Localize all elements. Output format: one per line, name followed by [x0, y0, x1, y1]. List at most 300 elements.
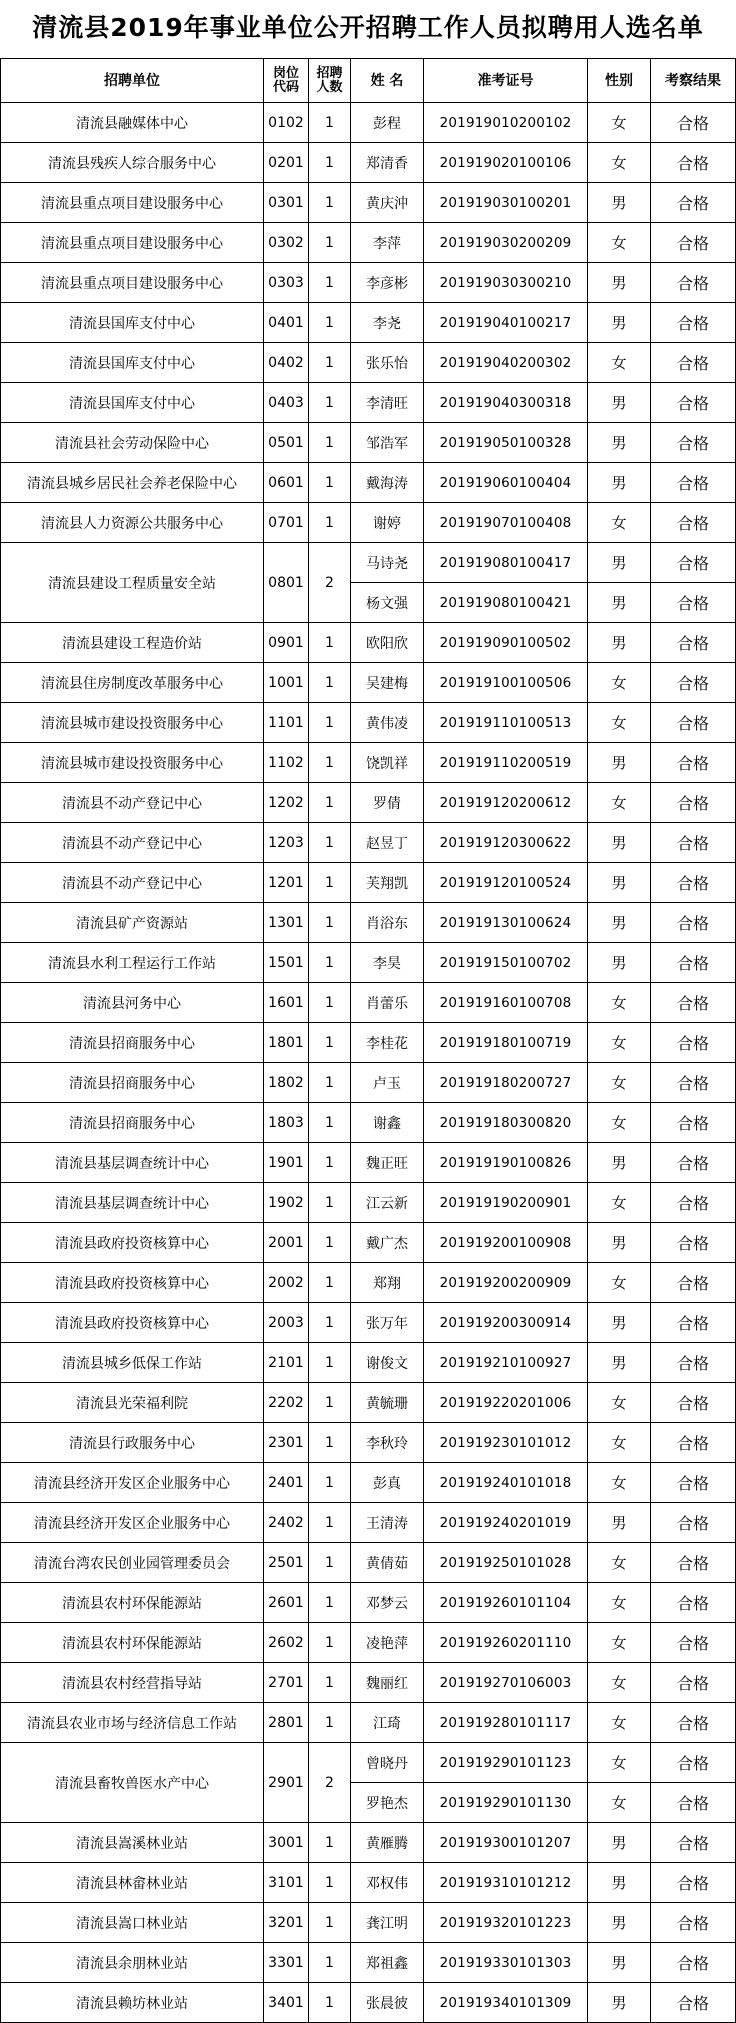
hire-count-cell: 1: [309, 1703, 351, 1743]
header-result: 考察结果: [651, 59, 736, 103]
candidate-name-cell: 郑清香: [351, 143, 424, 183]
unit-cell: 清流县国库支付中心: [1, 383, 264, 423]
unit-cell: 清流县不动产登记中心: [1, 823, 264, 863]
table-row: [1, 743, 736, 783]
sex-cell: 男: [588, 543, 651, 583]
table-row: [1, 183, 736, 223]
position-code-cell: 1901: [264, 1143, 309, 1183]
exam-number-cell: 201919180100719: [424, 1023, 588, 1063]
position-code-cell: 3401: [264, 1983, 309, 2023]
sex-cell: 女: [588, 1583, 651, 1623]
sex-cell: 女: [588, 1423, 651, 1463]
hire-count-cell: 1: [309, 623, 351, 663]
table-row: [1, 1983, 736, 2023]
result-cell: 合格: [651, 103, 736, 143]
table-row: [1, 423, 736, 463]
header-count-line2: 人数: [316, 79, 343, 95]
table-row: [1, 623, 736, 663]
table-row: [1, 343, 736, 383]
table-row: [1, 463, 736, 503]
position-code-cell: 1301: [264, 903, 309, 943]
candidate-name-cell: 魏丽红: [351, 1663, 424, 1703]
unit-cell: 清流县政府投资核算中心: [1, 1263, 264, 1303]
hire-count-cell: 1: [309, 1103, 351, 1143]
exam-number-cell: 201919040300318: [424, 383, 588, 423]
result-cell: 合格: [651, 1503, 736, 1543]
hire-count-cell: 1: [309, 1863, 351, 1903]
unit-cell: 清流县融媒体中心: [1, 103, 264, 143]
hire-count-cell: 1: [309, 223, 351, 263]
unit-cell: 清流县国库支付中心: [1, 303, 264, 343]
unit-cell: 清流县招商服务中心: [1, 1023, 264, 1063]
result-cell: 合格: [651, 263, 736, 303]
sex-cell: 女: [588, 1783, 651, 1823]
position-code-cell: 1501: [264, 943, 309, 983]
position-code-cell: 2402: [264, 1503, 309, 1543]
exam-number-cell: 201919020100106: [424, 143, 588, 183]
unit-cell: 清流县赖坊林业站: [1, 1983, 264, 2023]
exam-number-cell: 201919250101028: [424, 1543, 588, 1583]
candidate-name-cell: 黄倩茹: [351, 1543, 424, 1583]
candidate-name-cell: 魏正旺: [351, 1143, 424, 1183]
candidate-table: [0, 58, 736, 2023]
sex-cell: 女: [588, 1183, 651, 1223]
unit-cell: 清流县农村环保能源站: [1, 1623, 264, 1663]
result-cell: 合格: [651, 1383, 736, 1423]
table-row: [1, 1343, 736, 1383]
position-code-cell: 0102: [264, 103, 309, 143]
sex-cell: 男: [588, 423, 651, 463]
exam-number-cell: 201919150100702: [424, 943, 588, 983]
unit-cell: 清流县建设工程造价站: [1, 623, 264, 663]
table-row: [1, 1143, 736, 1183]
exam-number-cell: 201919310101212: [424, 1863, 588, 1903]
position-code-cell: 1203: [264, 823, 309, 863]
exam-number-cell: 201919050100328: [424, 423, 588, 463]
hire-count-cell: 1: [309, 863, 351, 903]
sex-cell: 女: [588, 1463, 651, 1503]
unit-cell: 清流县重点项目建设服务中心: [1, 183, 264, 223]
unit-cell: 清流县农村环保能源站: [1, 1583, 264, 1623]
hire-count-cell: 1: [309, 1023, 351, 1063]
position-code-cell: 1202: [264, 783, 309, 823]
header-sex: 性别: [588, 59, 651, 103]
position-code-cell: 0901: [264, 623, 309, 663]
hire-count-cell: 1: [309, 383, 351, 423]
table-row: [1, 383, 736, 423]
result-cell: 合格: [651, 543, 736, 583]
sex-cell: 男: [588, 383, 651, 423]
sex-cell: 男: [588, 1223, 651, 1263]
candidate-name-cell: 肖浴东: [351, 903, 424, 943]
sex-cell: 男: [588, 623, 651, 663]
result-cell: 合格: [651, 583, 736, 623]
exam-number-cell: 201919030300210: [424, 263, 588, 303]
unit-cell: 清流县不动产登记中心: [1, 783, 264, 823]
position-code-cell: 1001: [264, 663, 309, 703]
table-row: [1, 1543, 736, 1583]
candidate-name-cell: 李尧: [351, 303, 424, 343]
table-row: [1, 1383, 736, 1423]
table-row: [1, 703, 736, 743]
table-row: [1, 1423, 736, 1463]
hire-count-cell: 1: [309, 983, 351, 1023]
candidate-name-cell: 谢俊文: [351, 1343, 424, 1383]
hire-count-cell: 1: [309, 143, 351, 183]
table-row: [1, 223, 736, 263]
candidate-name-cell: 曾晓丹: [351, 1743, 424, 1783]
table-row: [1, 1023, 736, 1063]
candidate-name-cell: 马诗尧: [351, 543, 424, 583]
table-row: [1, 1823, 736, 1863]
result-cell: 合格: [651, 1903, 736, 1943]
exam-number-cell: 201919200300914: [424, 1303, 588, 1343]
unit-cell: 清流县重点项目建设服务中心: [1, 223, 264, 263]
result-cell: 合格: [651, 983, 736, 1023]
hire-count-cell: 1: [309, 703, 351, 743]
result-cell: 合格: [651, 1543, 736, 1583]
result-cell: 合格: [651, 1023, 736, 1063]
unit-cell: 清流县政府投资核算中心: [1, 1303, 264, 1343]
exam-number-cell: 201919120200612: [424, 783, 588, 823]
exam-number-cell: 201919330101303: [424, 1943, 588, 1983]
position-code-cell: 1801: [264, 1023, 309, 1063]
exam-number-cell: 201919100100506: [424, 663, 588, 703]
exam-number-cell: 201919120100524: [424, 863, 588, 903]
hire-count-cell: 1: [309, 943, 351, 983]
result-cell: 合格: [651, 423, 736, 463]
header-exam-number: 准考证号: [424, 59, 588, 103]
sex-cell: 男: [588, 863, 651, 903]
unit-cell: 清流县人力资源公共服务中心: [1, 503, 264, 543]
hire-count-cell: 1: [309, 1063, 351, 1103]
sex-cell: 女: [588, 703, 651, 743]
hire-count-cell: 1: [309, 1983, 351, 2023]
result-cell: 合格: [651, 1943, 736, 1983]
candidate-name-cell: 李清旺: [351, 383, 424, 423]
candidate-name-cell: 戴广杰: [351, 1223, 424, 1263]
position-code-cell: 2301: [264, 1423, 309, 1463]
position-code-cell: 0601: [264, 463, 309, 503]
sex-cell: 男: [588, 1903, 651, 1943]
result-cell: 合格: [651, 1663, 736, 1703]
table-row: [1, 1463, 736, 1503]
position-code-cell: 0201: [264, 143, 309, 183]
candidate-name-cell: 戴海涛: [351, 463, 424, 503]
sex-cell: 女: [588, 1663, 651, 1703]
position-code-cell: 0302: [264, 223, 309, 263]
unit-cell: 清流县残疾人综合服务中心: [1, 143, 264, 183]
result-cell: 合格: [651, 1143, 736, 1183]
table-row: [1, 303, 736, 343]
result-cell: 合格: [651, 1783, 736, 1823]
unit-cell: 清流县经济开发区企业服务中心: [1, 1503, 264, 1543]
exam-number-cell: 201919080100417: [424, 543, 588, 583]
exam-number-cell: 201919090100502: [424, 623, 588, 663]
sex-cell: 女: [588, 1023, 651, 1063]
exam-number-cell: 201919260201110: [424, 1623, 588, 1663]
table-row: [1, 943, 736, 983]
sex-cell: 女: [588, 1063, 651, 1103]
unit-cell: 清流县基层调查统计中心: [1, 1143, 264, 1183]
hire-count-cell: 1: [309, 1263, 351, 1303]
position-code-cell: 2701: [264, 1663, 309, 1703]
sex-cell: 男: [588, 183, 651, 223]
result-cell: 合格: [651, 783, 736, 823]
result-cell: 合格: [651, 1063, 736, 1103]
exam-number-cell: 201919300101207: [424, 1823, 588, 1863]
exam-number-cell: 201919040200302: [424, 343, 588, 383]
sex-cell: 男: [588, 1823, 651, 1863]
result-cell: 合格: [651, 143, 736, 183]
result-cell: 合格: [651, 503, 736, 543]
candidate-name-cell: 龚江明: [351, 1903, 424, 1943]
position-code-cell: 1101: [264, 703, 309, 743]
position-code-cell: 0301: [264, 183, 309, 223]
candidate-name-cell: 罗艳杰: [351, 1783, 424, 1823]
candidate-name-cell: 杨文强: [351, 583, 424, 623]
sex-cell: 男: [588, 303, 651, 343]
result-cell: 合格: [651, 1863, 736, 1903]
hire-count-cell: 2: [309, 543, 351, 623]
position-code-cell: 0801: [264, 543, 309, 623]
unit-cell: 清流县住房制度改革服务中心: [1, 663, 264, 703]
unit-cell: 清流县嵩口林业站: [1, 1903, 264, 1943]
exam-number-cell: 201919230101012: [424, 1423, 588, 1463]
candidate-name-cell: 黄毓珊: [351, 1383, 424, 1423]
sex-cell: 男: [588, 903, 651, 943]
position-code-cell: 2003: [264, 1303, 309, 1343]
candidate-name-cell: 黄庆沖: [351, 183, 424, 223]
sex-cell: 男: [588, 1303, 651, 1343]
sex-cell: 女: [588, 1543, 651, 1583]
result-cell: 合格: [651, 823, 736, 863]
result-cell: 合格: [651, 623, 736, 663]
hire-count-cell: 1: [309, 783, 351, 823]
candidate-name-cell: 罗倩: [351, 783, 424, 823]
result-cell: 合格: [651, 1743, 736, 1783]
result-cell: 合格: [651, 303, 736, 343]
table-row: [1, 1703, 736, 1743]
sex-cell: 男: [588, 1503, 651, 1543]
exam-number-cell: 201919110200519: [424, 743, 588, 783]
candidate-name-cell: 吴建梅: [351, 663, 424, 703]
table-row: [1, 1583, 736, 1623]
candidate-name-cell: 江云新: [351, 1183, 424, 1223]
table-header-row: [1, 59, 736, 103]
unit-cell: 清流县矿产资源站: [1, 903, 264, 943]
result-cell: 合格: [651, 1303, 736, 1343]
table-row: [1, 823, 736, 863]
candidate-name-cell: 彭程: [351, 103, 424, 143]
result-cell: 合格: [651, 1423, 736, 1463]
position-code-cell: 1601: [264, 983, 309, 1023]
result-cell: 合格: [651, 383, 736, 423]
hire-count-cell: 1: [309, 1903, 351, 1943]
candidate-name-cell: 李彦彬: [351, 263, 424, 303]
table-row: [1, 1663, 736, 1703]
position-code-cell: 3201: [264, 1903, 309, 1943]
candidate-name-cell: 王清涛: [351, 1503, 424, 1543]
result-cell: 合格: [651, 1463, 736, 1503]
exam-number-cell: 201919030100201: [424, 183, 588, 223]
candidate-name-cell: 黄雁腾: [351, 1823, 424, 1863]
hire-count-cell: 1: [309, 103, 351, 143]
exam-number-cell: 201919180300820: [424, 1103, 588, 1143]
hire-count-cell: 1: [309, 503, 351, 543]
unit-cell: 清流县不动产登记中心: [1, 863, 264, 903]
exam-number-cell: 201919120300622: [424, 823, 588, 863]
table-row: [1, 263, 736, 303]
exam-number-cell: 201919010200102: [424, 103, 588, 143]
exam-number-cell: 201919290101123: [424, 1743, 588, 1783]
header-name: 姓 名: [351, 59, 424, 103]
unit-cell: 清流县嵩溪林业站: [1, 1823, 264, 1863]
candidate-name-cell: 欧阳欣: [351, 623, 424, 663]
table-row: [1, 1943, 736, 1983]
sex-cell: 男: [588, 263, 651, 303]
unit-cell: 清流县城乡低保工作站: [1, 1343, 264, 1383]
hire-count-cell: 1: [309, 1343, 351, 1383]
header-code-line2: 代码: [272, 79, 299, 95]
candidate-name-cell: 张乐怡: [351, 343, 424, 383]
hire-count-cell: 1: [309, 1463, 351, 1503]
table-row: [1, 783, 736, 823]
result-cell: 合格: [651, 1623, 736, 1663]
sex-cell: 男: [588, 463, 651, 503]
table-row: [1, 503, 736, 543]
exam-number-cell: 201919190200901: [424, 1183, 588, 1223]
unit-cell: 清流县光荣福利院: [1, 1383, 264, 1423]
candidate-name-cell: 李萍: [351, 223, 424, 263]
position-code-cell: 1102: [264, 743, 309, 783]
page-title: 清流县2019年事业单位公开招聘工作人员拟聘用人选名单: [32, 13, 704, 42]
hire-count-cell: 2: [309, 1743, 351, 1823]
result-cell: 合格: [651, 863, 736, 903]
exam-number-cell: 201919070100408: [424, 503, 588, 543]
unit-cell: 清流县城市建设投资服务中心: [1, 703, 264, 743]
sex-cell: 女: [588, 143, 651, 183]
result-cell: 合格: [651, 1583, 736, 1623]
position-code-cell: 2801: [264, 1703, 309, 1743]
position-code-cell: 0402: [264, 343, 309, 383]
hire-count-cell: 1: [309, 903, 351, 943]
hire-count-cell: 1: [309, 1383, 351, 1423]
exam-number-cell: 201919190100826: [424, 1143, 588, 1183]
sex-cell: 女: [588, 1103, 651, 1143]
candidate-name-cell: 郑翔: [351, 1263, 424, 1303]
candidate-name-cell: 卢玉: [351, 1063, 424, 1103]
table-row: [1, 1103, 736, 1143]
hire-count-cell: 1: [309, 1143, 351, 1183]
hire-count-cell: 1: [309, 1543, 351, 1583]
sex-cell: 男: [588, 823, 651, 863]
position-code-cell: 2002: [264, 1263, 309, 1303]
sex-cell: 女: [588, 663, 651, 703]
result-cell: 合格: [651, 903, 736, 943]
table-row: [1, 1183, 736, 1223]
exam-number-cell: 201919260101104: [424, 1583, 588, 1623]
position-code-cell: 3001: [264, 1823, 309, 1863]
unit-cell: 清流县重点项目建设服务中心: [1, 263, 264, 303]
candidate-name-cell: 彭真: [351, 1463, 424, 1503]
hire-count-cell: 1: [309, 663, 351, 703]
position-code-cell: 2401: [264, 1463, 309, 1503]
unit-cell: 清流县政府投资核算中心: [1, 1223, 264, 1263]
header-code-line1: 岗位: [272, 65, 299, 81]
hire-count-cell: 1: [309, 423, 351, 463]
unit-cell: 清流县国库支付中心: [1, 343, 264, 383]
position-code-cell: 2202: [264, 1383, 309, 1423]
unit-cell: 清流县水利工程运行工作站: [1, 943, 264, 983]
position-code-cell: 0303: [264, 263, 309, 303]
result-cell: 合格: [651, 343, 736, 383]
exam-number-cell: 201919290101130: [424, 1783, 588, 1823]
sex-cell: 男: [588, 1863, 651, 1903]
sex-cell: 男: [588, 1143, 651, 1183]
sex-cell: 女: [588, 503, 651, 543]
table-row: [1, 663, 736, 703]
unit-cell: 清流台湾农民创业园管理委员会: [1, 1543, 264, 1583]
result-cell: 合格: [651, 703, 736, 743]
candidate-name-cell: 黄伟凌: [351, 703, 424, 743]
sex-cell: 男: [588, 943, 651, 983]
header-count-line1: 招聘: [316, 65, 343, 81]
table-row: [1, 103, 736, 143]
position-code-cell: 3301: [264, 1943, 309, 1983]
exam-number-cell: 201919080100421: [424, 583, 588, 623]
unit-cell: 清流县社会劳动保险中心: [1, 423, 264, 463]
candidate-name-cell: 芙翔凯: [351, 863, 424, 903]
unit-cell: 清流县经济开发区企业服务中心: [1, 1463, 264, 1503]
sex-cell: 女: [588, 983, 651, 1023]
exam-number-cell: 201919340101309: [424, 1983, 588, 2023]
candidate-name-cell: 郑祖鑫: [351, 1943, 424, 1983]
position-code-cell: 2602: [264, 1623, 309, 1663]
hire-count-cell: 1: [309, 743, 351, 783]
candidate-name-cell: 李昊: [351, 943, 424, 983]
position-code-cell: 2001: [264, 1223, 309, 1263]
table-row: [1, 1063, 736, 1103]
exam-number-cell: 201919040100217: [424, 303, 588, 343]
exam-number-cell: 201919210100927: [424, 1343, 588, 1383]
table-row: [1, 983, 736, 1023]
sex-cell: 男: [588, 1943, 651, 1983]
position-code-cell: 0401: [264, 303, 309, 343]
candidate-name-cell: 赵昱丁: [351, 823, 424, 863]
position-code-cell: 0403: [264, 383, 309, 423]
table-row: [1, 1623, 736, 1663]
table-row: [1, 863, 736, 903]
sex-cell: 女: [588, 103, 651, 143]
result-cell: 合格: [651, 1823, 736, 1863]
result-cell: 合格: [651, 1103, 736, 1143]
sex-cell: 女: [588, 783, 651, 823]
result-cell: 合格: [651, 1183, 736, 1223]
sex-cell: 女: [588, 1623, 651, 1663]
unit-cell: 清流县农村经营指导站: [1, 1663, 264, 1703]
hire-count-cell: 1: [309, 183, 351, 223]
exam-number-cell: 201919280101117: [424, 1703, 588, 1743]
table-row: [1, 1303, 736, 1343]
table-row: [1, 1503, 736, 1543]
unit-cell: 清流县农业市场与经济信息工作站: [1, 1703, 264, 1743]
exam-number-cell: 201919270106003: [424, 1663, 588, 1703]
table-row: [1, 1223, 736, 1263]
position-code-cell: 3101: [264, 1863, 309, 1903]
table-row: [1, 1903, 736, 1943]
sex-cell: 女: [588, 1263, 651, 1303]
